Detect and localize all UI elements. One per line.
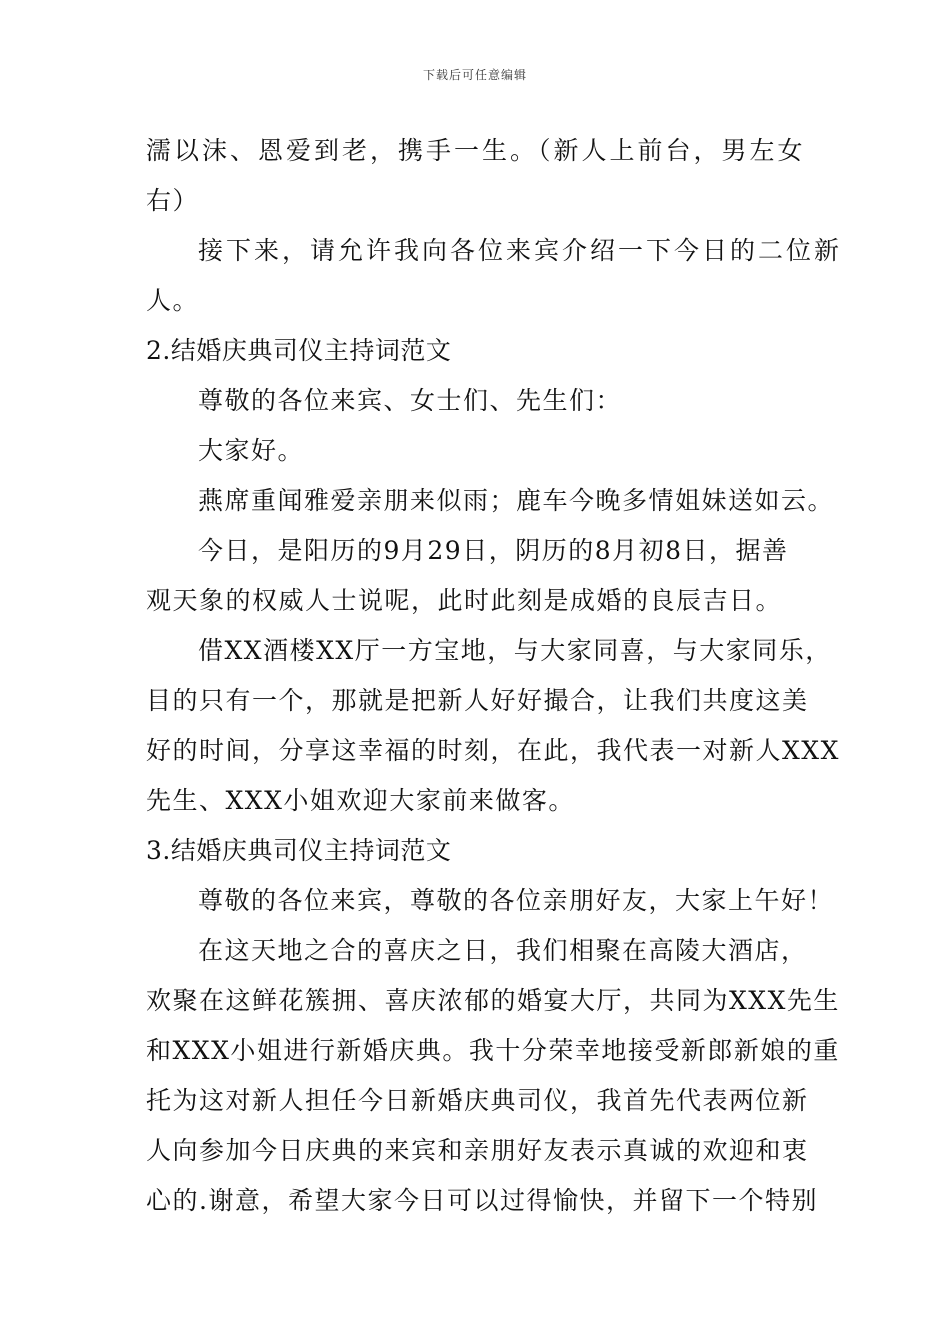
paragraph-line: 濡以沫、恩爱到老，携手一生。（新人上前台，男左女 [146,136,806,165]
paragraph-line: 好的时间，分享这幸福的时刻，在此，我代表一对新人XXX [146,736,840,765]
paragraph-line: 今日，是阳历的9月29日，阴历的8月初8日，据善 [198,536,789,565]
paragraph-line: 接下来，请允许我向各位来宾介绍一下今日的二位新 [198,236,843,265]
paragraph-line: 尊敬的各位来宾，尊敬的各位亲朋好友，大家上午好！ [198,886,835,915]
section-heading: 3.结婚庆典司仪主持词范文 [146,836,452,865]
paragraph-line: 先生、XXX小姐欢迎大家前来做客。 [146,786,575,815]
paragraph-line: 和XXX小姐进行新婚庆典。我十分荣幸地接受新郎新娘的重 [146,1036,840,1065]
page-header: 下载后可任意编辑 [422,68,527,82]
section-heading: 2.结婚庆典司仪主持词范文 [146,336,452,365]
document-body [146,126,843,1226]
paragraph-line: 大家好。 [198,436,305,465]
paragraph-line: 在这天地之合的喜庆之日，我们相聚在高陵大酒店， [198,936,808,965]
paragraph-line: 欢聚在这鲜花簇拥、喜庆浓郁的婚宴大厅，共同为XXX先生 [146,986,840,1015]
paragraph-line: 右） [146,186,200,215]
paragraph-line: 目的只有一个，那就是把新人好好撮合，让我们共度这美 [146,686,809,715]
paragraph-line: 人。 [146,286,200,315]
paragraph-line: 观天象的权威人士说呢，此时此刻是成婚的良辰吉日。 [146,586,783,615]
paragraph-line: 心的.谢意，希望大家今日可以过得愉快，并留下一个特别 [146,1186,818,1215]
paragraph-line: 燕席重闻雅爱亲朋来似雨；鹿车今晚多情姐妹送如云。 [198,486,835,515]
paragraph-line: 托为这对新人担任今日新婚庆典司仪，我首先代表两位新 [146,1086,809,1115]
paragraph-line: 人向参加今日庆典的来宾和亲朋好友表示真诚的欢迎和衷 [146,1136,809,1165]
paragraph-line: 借XX酒楼XX厅一方宝地，与大家同喜，与大家同乐， [198,636,832,665]
paragraph-line: 尊敬的各位来宾、女士们、先生们： [198,386,623,415]
